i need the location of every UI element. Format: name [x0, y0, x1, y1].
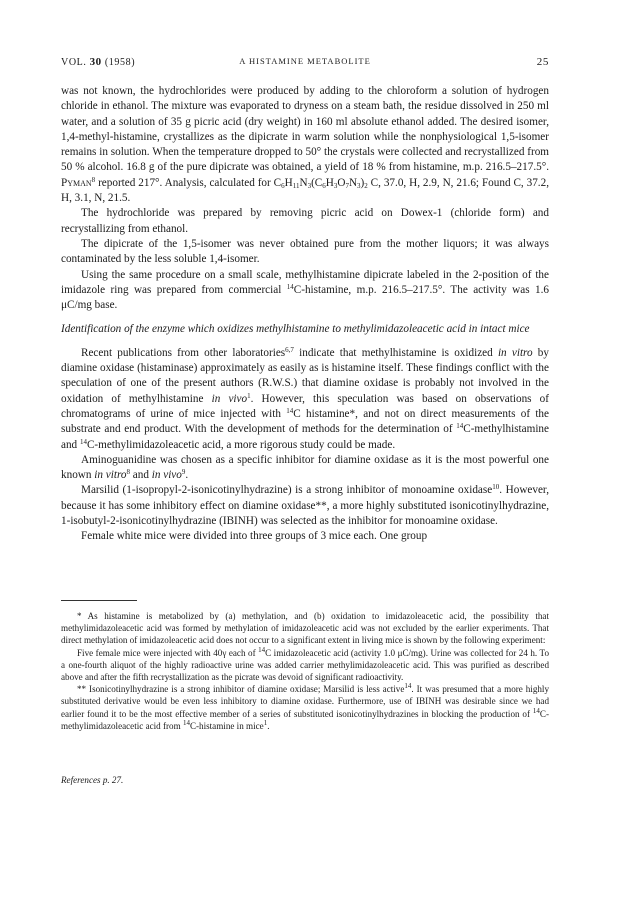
subscript: 7	[345, 181, 349, 190]
formula-text: (C	[311, 176, 323, 189]
paragraph-text: C-methylhistamine and	[61, 423, 549, 451]
subscript: 2	[364, 181, 368, 190]
volume-year: (1958)	[104, 57, 136, 68]
footnote-2	[61, 683, 549, 732]
paragraph-text: and	[129, 469, 152, 482]
paragraph-recent-publications	[61, 346, 549, 453]
analysis-text: C, 37.0, H, 2.9, N, 21.6; Found C, 37.2, H, 3.1, N, 21.5.	[61, 176, 549, 205]
citation: 6,7	[285, 345, 294, 354]
footnote-text: .	[267, 720, 270, 731]
italic-term: in vivo	[151, 469, 182, 482]
paragraph-text: Marsilid (1-isopropyl-2-isonicotinylhydrazine) is a strong inhibitor of monoamine oxidase	[81, 484, 493, 497]
paragraph-text: . However, this speculation was based on observations of chromatograms of urine of mice injected with	[61, 392, 549, 420]
paragraph-text: reported 217°.	[95, 176, 163, 189]
paragraph-text: C-methylimidazoleacetic acid, a more rigorous study could be made.	[86, 438, 396, 451]
paragraph-text: was not known, the hydrochlorides were produced by adding to the chloroform a solution of hydrogen chloride in ethanol. The mixture was evaporated to dryness on a steam bath, the residue dissolved in 250 ml water, and a solution of 35 g picric acid (dry weight) in 160 ml absolute ethanol added. The desired isomer, 1,4-methyl-histamine, crystallizes as the dipicrate in warm solution while the nonphysiological 1,5-isomer remains in solution. When the temperature dropped to 50° the crystals were collected and recrystallized from 50 % alcohol. 16.8 g of the pure dipicrate was obtained, a yield of 18 % from histamine, m.p. 216.5–217.5°.	[61, 85, 549, 174]
footnote-text: C imidazoleacetic acid (activity 1.0 μC/mg). Urine was collected for 24 h. To a one-fourth aliquot of the highly radioactive urine was added carrier methylimidazoleacetic acid. This was purified as described above and after the fifth recrystallization as the picrate was devoid of significant radioactivity.	[61, 647, 550, 683]
paragraph-synthesis	[61, 84, 549, 206]
paragraph-marsilid	[61, 483, 549, 529]
isotope-superscript: 14	[286, 282, 294, 291]
references-pointer: References p. 27.	[61, 775, 124, 785]
paragraph-dipicrate: The dipicrate of the 1,5-isomer was never obtained pure from the mother liquors; it was always contaminated by the less soluble 1,4-isomer.	[61, 237, 549, 266]
subscript: 6	[281, 181, 285, 190]
author-ref: Pyman	[61, 176, 92, 189]
paragraph-text: .	[185, 469, 189, 482]
formula-text: N	[348, 176, 358, 189]
paragraph-text: Recent publications from other laboratories	[81, 346, 286, 359]
volume-number: 30	[89, 56, 102, 68]
italic-term: in vivo	[211, 392, 248, 405]
citation: 8	[126, 468, 130, 477]
subscript: 11	[292, 181, 300, 190]
paragraph-text: C-histamine, m.p. 216.5–217.5°. The activity was 1.6 μC/mg base.	[61, 283, 549, 312]
footnote-rule	[61, 600, 137, 601]
footnotes	[61, 610, 549, 732]
running-head	[61, 56, 549, 72]
footnote-text: C-methylimidazoleacetic acid from	[61, 708, 549, 731]
citation: 10	[492, 483, 500, 492]
running-title: A HISTAMINE METABOLITE	[239, 56, 371, 66]
paragraph-text: indicate that methylhistamine is oxidized	[293, 346, 498, 359]
isotope-superscript: 14	[182, 718, 190, 727]
formula-text: )	[360, 176, 365, 189]
analysis-text: Analysis, calculated for C	[164, 176, 282, 189]
footnote-text: ** Isonicotinylhydrazine is a strong inhibitor of diamine oxidase; Marsilid is less active	[77, 684, 405, 695]
citation: 9	[181, 468, 186, 477]
isotope-superscript: 14	[286, 406, 294, 415]
isotope-superscript: 14	[258, 645, 266, 654]
subscript: 3	[333, 181, 338, 190]
paragraph-text: C histamine*, and not on direct measurements of the substrate and end product. With the development of methods for the determination of	[61, 407, 549, 436]
citation: 8	[91, 175, 96, 184]
footnote-text: C-histamine in mice	[189, 720, 264, 731]
formula-text: N	[299, 176, 308, 189]
italic-term: in vitro	[497, 346, 533, 359]
isotope-superscript: 14	[456, 422, 464, 431]
section-heading: Identification of the enzyme which oxidizes methylhistamine to methylimidazoleacetic acid in intact mice	[61, 323, 530, 336]
citation: 1	[263, 718, 268, 727]
subscript: 3	[307, 181, 312, 190]
paragraph-hydrochloride: The hydrochloride was prepared by removing picric acid on Dowex-1 (chloride form) and recrystallizing from ethanol.	[61, 207, 549, 235]
formula-text: H	[284, 176, 293, 189]
footnote-1-experiment	[61, 647, 549, 684]
volume-label: VOL.	[61, 57, 87, 68]
paragraph-text: . However, because it has some inhibitory effect on diamine oxidase**, a more highly substituted isonicotinylhydrazine, 1-isobutyl-2-isonicotinylhydrazine (IBINH) was selected as the inhibitor for monoamine oxidase.	[61, 484, 549, 528]
main-text	[61, 84, 549, 545]
isotope-superscript: 14	[532, 706, 540, 715]
footnote-text: . It was presumed that a more highly substituted derivative would be even less inhibitory to diamine oxidase. Furthermore, use of IBINH was desirable since we had earlier found it to be the most effective member of a series of substituted isonicotinylhydrazines in blocking the production of	[61, 684, 550, 719]
page-number: 25	[536, 56, 549, 68]
paragraph-female-mice: Female white mice were divided into three groups of 3 mice each. One group	[81, 530, 428, 543]
paragraph-labeled	[61, 268, 549, 314]
paragraph-text: Using the same procedure on a small scale, methylhistamine dipicrate labeled in the 2-position of the imidazole ring was prepared from commercial	[61, 268, 549, 296]
italic-term: in vitro	[94, 469, 127, 482]
paragraph-text: Aminoguanidine was chosen as a specific inhibitor for diamine oxidase as it is the most powerful one known	[61, 453, 549, 482]
subscript: 6	[322, 181, 326, 190]
subscript: 3	[357, 181, 361, 190]
formula-text: O	[337, 176, 346, 189]
citation: 1	[247, 391, 251, 400]
formula-text: H	[325, 176, 334, 189]
isotope-superscript: 14	[79, 437, 87, 446]
paragraph-aminoguanidine	[61, 453, 549, 484]
footnote-text: Five female mice were injected with 40γ each of	[77, 647, 259, 658]
footnote-1: * As histamine is metabolized by (a) methylation, and (b) oxidation to imidazoleacetic acid, the possibility that methylimidazoleacetic acid was formed by methylation of imidazoleacetic acid was not excluded by the earlier experiments. That direct methylation of imidazoleacetic acid does not occur to a significant extent in living mice is shown by the following experiment:	[61, 611, 549, 646]
paragraph-text: by diamine oxidase (histaminase) approximately as easily as is histamine itself. These findings conflict with the speculation of one of the present authors (R.W.S.) that diamine oxidase is probably not involved in the oxidation of methylhistamine	[61, 346, 549, 405]
citation: 14	[404, 682, 412, 691]
